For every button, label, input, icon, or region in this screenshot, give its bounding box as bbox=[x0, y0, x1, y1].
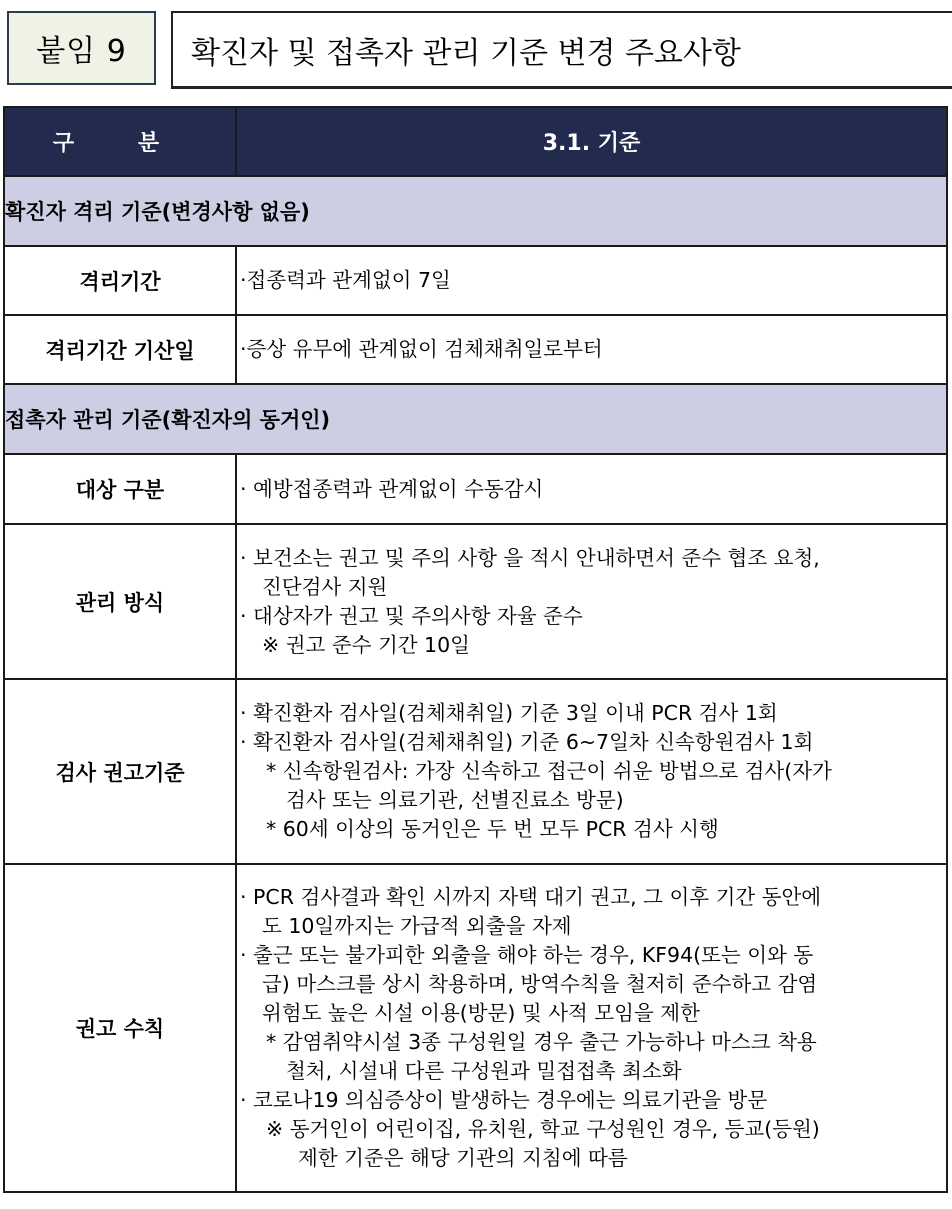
document-title: 확진자 및 접촉자 관리 기준 변경 주요사항 bbox=[171, 11, 952, 89]
content-line: 급) 마스크를 상시 착용하며, 방역수칙을 철저히 준수하고 감염 bbox=[262, 972, 818, 996]
content-line: * 신속항원검사: 가장 신속하고 접근이 쉬운 방법으로 검사(자가 bbox=[266, 759, 832, 783]
row-label: 대상 구분 bbox=[4, 454, 236, 524]
row-label: 관리 방식 bbox=[4, 524, 236, 679]
row-content bbox=[236, 454, 947, 524]
content-line: · 확진환자 검사일(검체채취일) 기준 3일 이내 PCR 검사 1회 bbox=[240, 701, 778, 725]
row-label: 격리기간 bbox=[4, 246, 236, 315]
content-line: · 대상자가 권고 및 주의사항 자율 준수 bbox=[240, 603, 583, 628]
section-title-confirmed: 확진자 격리 기준(변경사항 없음) bbox=[4, 176, 947, 246]
content-line: 위험도 높은 시설 이용(방문) 및 사적 모임을 제한 bbox=[262, 1001, 700, 1025]
table-row bbox=[4, 864, 947, 1192]
col-header-category: 구 분 bbox=[4, 107, 236, 176]
content-line: 도 10일까지는 가급적 외출을 자제 bbox=[262, 914, 572, 938]
appendix-label: 붙임 9 bbox=[7, 11, 156, 85]
row-content bbox=[236, 246, 947, 315]
row-content bbox=[236, 679, 947, 864]
section-row-confirmed bbox=[4, 176, 947, 246]
content-line: · 예방접종력과 관계없이 수동감시 bbox=[240, 476, 544, 501]
criteria-table bbox=[3, 106, 948, 1193]
content-line: ·증상 유무에 관계없이 검체채취일로부터 bbox=[240, 337, 603, 361]
row-content bbox=[236, 524, 947, 679]
col-header-criteria: 3.1. 기준 bbox=[236, 107, 947, 176]
content-line: · 확진환자 검사일(검체채취일) 기준 6~7일차 신속항원검사 1회 bbox=[240, 730, 814, 754]
content-line: * 60세 이상의 동거인은 두 번 모두 PCR 검사 시행 bbox=[266, 817, 719, 841]
content-line: 진단검사 지원 bbox=[262, 574, 388, 599]
content-line: · 출근 또는 불가피한 외출을 해야 하는 경우, KF94(또는 이와 동 bbox=[240, 943, 814, 967]
row-content bbox=[236, 864, 947, 1192]
content-line: ※ 권고 준수 기간 10일 bbox=[262, 632, 470, 657]
content-line: * 감염취약시설 3종 구성원일 경우 출근 가능하나 마스크 착용 bbox=[266, 1030, 817, 1054]
section-title-contacts: 접촉자 관리 기준(확진자의 동거인) bbox=[4, 384, 947, 454]
table-row bbox=[4, 524, 947, 679]
content-line: · 보건소는 권고 및 주의 사항 을 적시 안내하면서 준수 협조 요청, bbox=[240, 545, 820, 570]
content-line: ·접종력과 관계없이 7일 bbox=[240, 268, 451, 292]
row-label: 격리기간 기산일 bbox=[4, 315, 236, 384]
content-line: · 코로나19 의심증상이 발생하는 경우에는 의료기관을 방문 bbox=[240, 1088, 768, 1112]
table-row bbox=[4, 679, 947, 864]
table-row bbox=[4, 246, 947, 315]
row-label: 검사 권고기준 bbox=[4, 679, 236, 864]
table-row bbox=[4, 315, 947, 384]
table-row bbox=[4, 454, 947, 524]
table-header-row bbox=[4, 107, 947, 176]
section-row-contacts bbox=[4, 384, 947, 454]
content-line: 철처, 시설내 다른 구성원과 밀접접촉 최소화 bbox=[286, 1059, 682, 1083]
row-content bbox=[236, 315, 947, 384]
content-line: ※ 동거인이 어린이집, 유치원, 학교 구성원인 경우, 등교(등원) bbox=[266, 1117, 820, 1141]
content-line: 제한 기준은 해당 기관의 지침에 따름 bbox=[298, 1146, 628, 1170]
row-label: 권고 수칙 bbox=[4, 864, 236, 1192]
content-line: · PCR 검사결과 확인 시까지 자택 대기 권고, 그 이후 기간 동안에 bbox=[240, 885, 822, 909]
content-line: 검사 또는 의료기관, 선별진료소 방문) bbox=[286, 788, 624, 812]
